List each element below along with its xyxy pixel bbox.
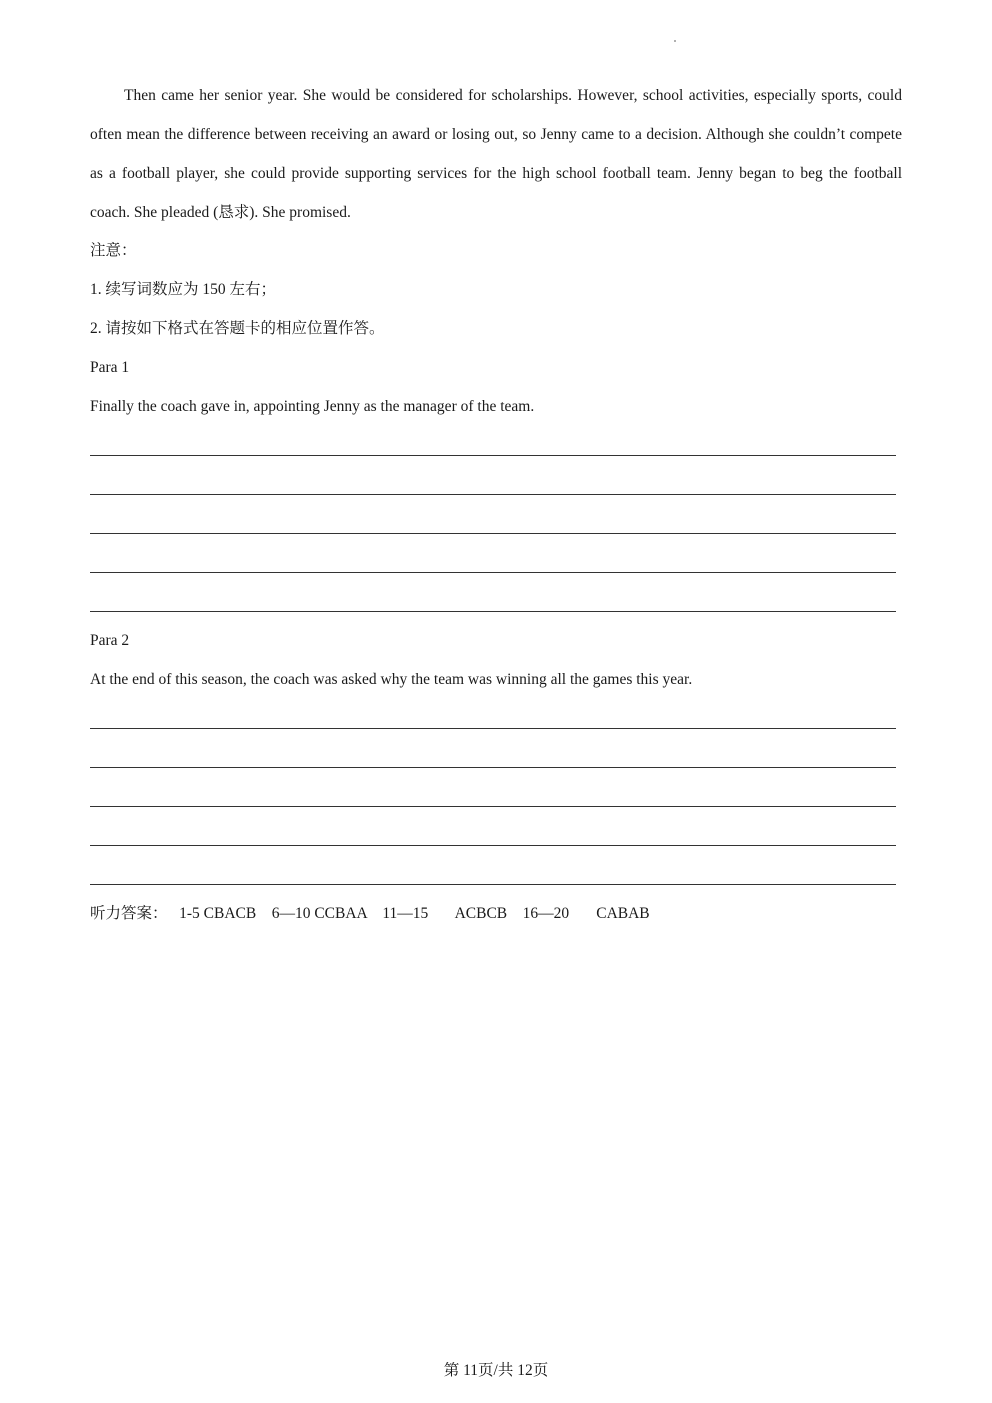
para2-answer-line-4[interactable] — [90, 845, 896, 846]
para2-answer-line-2[interactable] — [90, 767, 896, 768]
para1-label: Para 1 — [90, 359, 130, 376]
scan-speck — [674, 40, 676, 42]
para1-answer-line-3[interactable] — [90, 533, 896, 534]
listening-answers: 听力答案： 1-5 CBACB 6—10 CCBAA 11—15 ACBCB 16—20 CABAB — [90, 905, 650, 922]
para2-answer-line-5[interactable] — [90, 884, 896, 885]
intro-paragraph: Then came her senior year. She would be considered for scholarships. However, school activities, especially sports, could often mean the difference between receiving an award or losing out, so Jenny came to a decision. Although she couldn’t compete as a football player, she could provide supporting services for the high school football team. Jenny began to beg the football coach. She pleaded (恳求). She promised. — [90, 87, 902, 221]
page-number: 第 11页/共 12页 — [443, 1362, 549, 1379]
para1-answer-line-1[interactable] — [90, 455, 896, 456]
para1-answer-line-4[interactable] — [90, 572, 896, 573]
para1-opening-sentence: Finally the coach gave in, appointing Jenny as the manager of the team. — [90, 398, 535, 415]
para1-answer-line-2[interactable] — [90, 494, 896, 495]
para2-label: Para 2 — [90, 632, 130, 649]
para2-opening-sentence: At the end of this season, the coach was asked why the team was winning all the games this year. — [90, 671, 693, 688]
para2-answer-line-1[interactable] — [90, 728, 896, 729]
para2-answer-line-3[interactable] — [90, 806, 896, 807]
notes-heading: 注意： — [90, 242, 137, 259]
para1-answer-line-5[interactable] — [90, 611, 896, 612]
note-item-2: 2. 请按如下格式在答题卡的相应位置作答。 — [90, 320, 385, 337]
note-item-1: 1. 续写词数应为 150 左右； — [90, 281, 277, 298]
